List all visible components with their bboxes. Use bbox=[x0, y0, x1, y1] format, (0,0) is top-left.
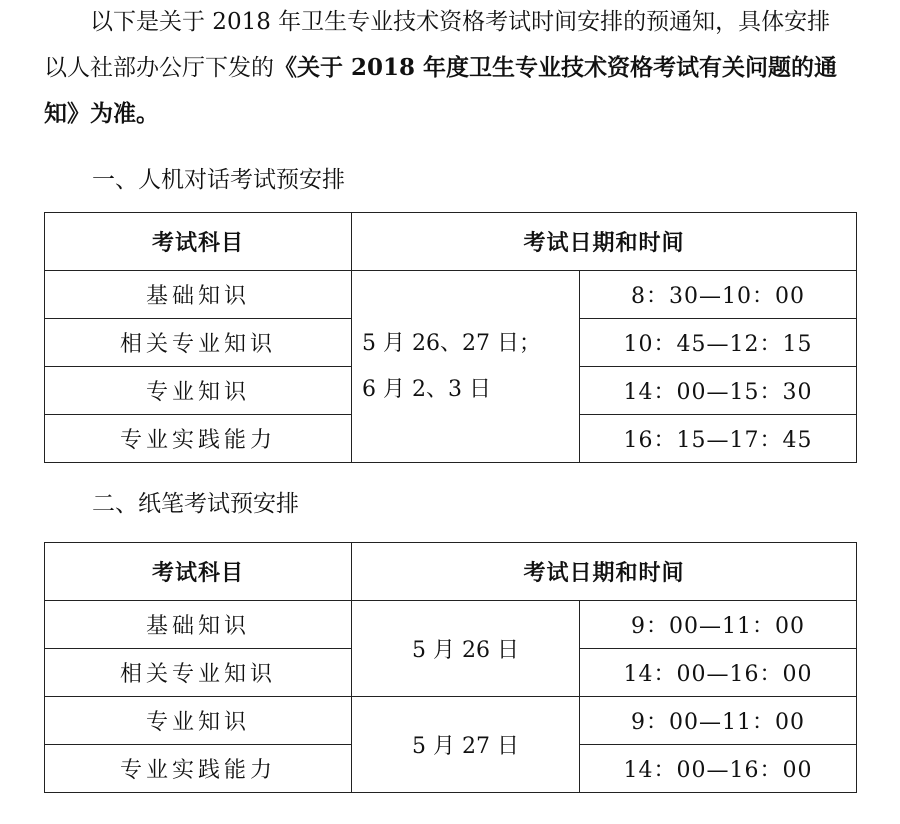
header-subject: 考试科目 bbox=[45, 543, 352, 601]
computer-exam-table bbox=[44, 212, 857, 463]
subject-cell: 基础知识 bbox=[45, 271, 352, 319]
subject-cell: 基础知识 bbox=[45, 601, 352, 649]
intro-line-1: 以下是关于 2018 年卫生专业技术资格考试时间安排的预通知，具体安排 bbox=[90, 9, 831, 35]
subject-cell: 专业知识 bbox=[45, 367, 352, 415]
time-cell: 8：30—10：00 bbox=[580, 271, 857, 319]
table-row bbox=[45, 697, 857, 745]
subject-cell: 相关专业知识 bbox=[45, 319, 352, 367]
time-cell: 14：00—16：00 bbox=[580, 649, 857, 697]
table-header-row bbox=[45, 213, 857, 271]
header-subject: 考试科目 bbox=[45, 213, 352, 271]
table-row bbox=[45, 601, 857, 649]
time-cell: 10：45—12：15 bbox=[580, 319, 857, 367]
subject-cell: 专业实践能力 bbox=[45, 745, 352, 793]
date-cell bbox=[352, 271, 580, 463]
date-cell: 5 月 26 日 bbox=[352, 601, 580, 697]
time-cell: 14：00—15：30 bbox=[580, 367, 857, 415]
date-line-1: 5 月 26、27 日； bbox=[362, 330, 541, 356]
table-header-row bbox=[45, 543, 857, 601]
table-row bbox=[45, 271, 857, 319]
date-cell: 5 月 27 日 bbox=[352, 697, 580, 793]
time-cell: 14：00—16：00 bbox=[580, 745, 857, 793]
subject-cell: 相关专业知识 bbox=[45, 649, 352, 697]
intro-line-2 bbox=[44, 45, 864, 91]
notice-title-part-1: 《关于 2018 年度卫生专业技术资格考试有关问题的通 bbox=[274, 54, 838, 81]
time-cell: 16：15—17：45 bbox=[580, 415, 857, 463]
section1-title: 一、人机对话考试预安排 bbox=[92, 167, 345, 193]
subject-cell: 专业实践能力 bbox=[45, 415, 352, 463]
paper-exam-table bbox=[44, 542, 857, 793]
header-datetime: 考试日期和时间 bbox=[352, 543, 857, 601]
date-line-2: 6 月 2、3 日 bbox=[362, 376, 491, 402]
subject-cell: 专业知识 bbox=[45, 697, 352, 745]
time-cell: 9：00—11：00 bbox=[580, 697, 857, 745]
intro-paragraph bbox=[44, 0, 864, 136]
section2-title: 二、纸笔考试预安排 bbox=[92, 491, 299, 517]
header-datetime: 考试日期和时间 bbox=[352, 213, 857, 271]
notice-title-part-2: 知》为准。 bbox=[44, 100, 159, 127]
time-cell: 9：00—11：00 bbox=[580, 601, 857, 649]
intro-line-2-plain: 以人社部办公厅下发的 bbox=[44, 55, 274, 81]
